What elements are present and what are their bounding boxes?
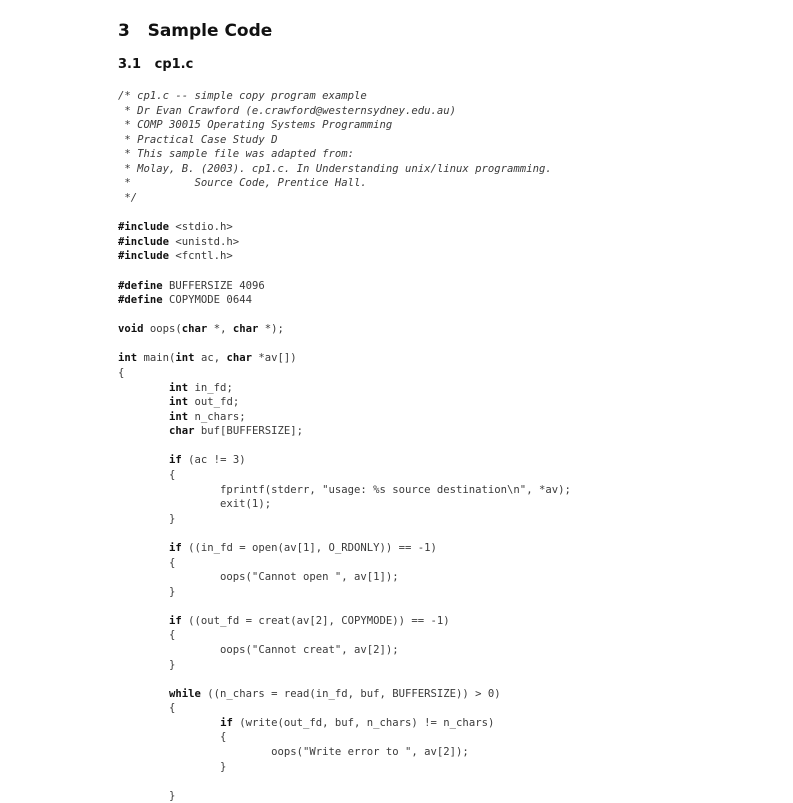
- code-text: <fcntl.h>: [169, 250, 233, 263]
- code-text: exit(1);: [118, 498, 272, 511]
- code-comment: * Molay, B. (2003). cp1.c. In Understanding unix/linux programming.: [118, 162, 552, 175]
- code-line: [118, 279, 571, 294]
- code-line: [118, 410, 571, 425]
- code-text: }: [118, 585, 176, 598]
- code-text: *);: [258, 323, 284, 336]
- code-line: [118, 701, 571, 716]
- code-text: fprintf(stderr, "usage: %s source destination\n", *av);: [118, 483, 571, 496]
- code-text: ((in_fd = open(av[1], O_RDONLY)) == -1): [181, 541, 437, 554]
- code-line: [118, 716, 571, 731]
- code-line: [118, 497, 571, 512]
- code-text: <stdio.h>: [169, 221, 233, 234]
- code-line: [118, 483, 571, 498]
- code-line: [118, 424, 571, 439]
- code-line: [118, 468, 571, 483]
- code-listing: [118, 89, 571, 803]
- code-text: [118, 411, 169, 423]
- code-keyword: int: [118, 352, 138, 365]
- code-text: }: [118, 760, 227, 773]
- code-text: (ac != 3): [181, 454, 246, 467]
- subsection-heading: 3.1 cp1.c: [118, 57, 194, 72]
- code-line: [118, 191, 571, 206]
- code-text: oops("Cannot open ", av[1]);: [118, 571, 399, 584]
- code-comment: * This sample file was adapted from:: [118, 148, 354, 161]
- code-keyword: if: [220, 716, 233, 729]
- code-comment: * Practical Case Study D: [118, 133, 278, 146]
- code-text: {: [118, 702, 176, 715]
- code-text: [118, 454, 169, 466]
- code-text: <unistd.h>: [169, 235, 240, 248]
- code-text: {: [118, 629, 176, 642]
- code-text: buf[BUFFERSIZE];: [194, 425, 303, 438]
- code-text: {: [118, 366, 125, 379]
- code-text: [118, 542, 169, 554]
- code-line: [118, 147, 571, 162]
- code-text: }: [118, 789, 176, 802]
- code-text: main(: [137, 352, 176, 365]
- code-line: [118, 308, 571, 323]
- code-text: oops("Write error to ", av[2]);: [118, 746, 469, 759]
- code-line: [118, 439, 571, 454]
- code-line: [118, 570, 571, 585]
- code-line: [118, 381, 571, 396]
- code-keyword: if: [169, 541, 182, 554]
- code-line: [118, 133, 571, 148]
- code-text: ((n_chars = read(in_fd, buf, BUFFERSIZE)) > 0): [200, 687, 501, 700]
- code-line: [118, 526, 571, 541]
- code-line: [118, 774, 571, 789]
- code-line: [118, 264, 571, 279]
- code-comment: */: [118, 192, 138, 205]
- code-line: [118, 687, 571, 702]
- code-keyword: #include: [118, 235, 170, 248]
- code-line: [118, 118, 571, 133]
- code-line: [118, 730, 571, 745]
- code-text: }: [118, 512, 176, 525]
- code-text: COPYMODE 0644: [162, 294, 252, 307]
- code-text: [118, 396, 169, 408]
- code-line: [118, 628, 571, 643]
- code-keyword: if: [169, 614, 182, 627]
- code-keyword: char: [181, 323, 208, 336]
- code-line: [118, 104, 571, 119]
- code-line: [118, 541, 571, 556]
- code-comment: * Dr Evan Crawford (e.crawford@westernsydney.edu.au): [118, 104, 457, 117]
- code-line: [118, 760, 571, 775]
- code-text: oops("Cannot creat", av[2]);: [118, 643, 399, 656]
- code-keyword: char: [226, 352, 252, 365]
- code-text: oops(: [143, 323, 182, 336]
- code-keyword: #define: [118, 294, 163, 307]
- code-line: [118, 249, 571, 264]
- code-text: n_chars;: [188, 410, 246, 423]
- code-line: [118, 512, 571, 527]
- code-line: [118, 556, 571, 571]
- code-keyword: while: [169, 687, 201, 700]
- code-keyword: int: [169, 410, 189, 423]
- code-line: [118, 614, 571, 629]
- code-text: BUFFERSIZE 4096: [162, 279, 265, 292]
- code-text: {: [118, 731, 227, 744]
- code-line: [118, 585, 571, 600]
- code-keyword: int: [169, 381, 189, 394]
- code-text: (write(out_fd, buf, n_chars) != n_chars): [232, 716, 495, 729]
- code-line: [118, 395, 571, 410]
- code-keyword: int: [169, 396, 189, 409]
- code-text: [118, 382, 169, 394]
- code-line: [118, 672, 571, 687]
- code-text: {: [118, 556, 176, 569]
- code-line: [118, 235, 571, 250]
- code-keyword: #include: [118, 250, 170, 263]
- code-comment: * Source Code, Prentice Hall.: [118, 177, 367, 190]
- code-comment: * COMP 30015 Operating Systems Programming: [118, 119, 393, 132]
- code-text: [118, 688, 169, 700]
- code-text: in_fd;: [188, 381, 233, 394]
- code-line: [118, 366, 571, 381]
- code-line: [118, 220, 571, 235]
- code-text: [118, 615, 169, 627]
- code-text: }: [118, 658, 176, 671]
- code-keyword: int: [175, 352, 195, 365]
- code-keyword: if: [169, 454, 182, 467]
- code-keyword: char: [169, 425, 195, 438]
- code-keyword: #include: [118, 221, 170, 234]
- code-keyword: #define: [118, 279, 163, 292]
- code-text: out_fd;: [188, 396, 240, 409]
- code-line: [118, 176, 571, 191]
- code-line: [118, 89, 571, 104]
- code-line: [118, 206, 571, 221]
- code-text: [118, 717, 220, 729]
- code-line: [118, 658, 571, 673]
- code-line: [118, 293, 571, 308]
- code-keyword: void: [118, 323, 144, 336]
- code-line: [118, 351, 571, 366]
- code-line: [118, 453, 571, 468]
- code-text: [118, 425, 169, 437]
- code-text: ((out_fd = creat(av[2], COPYMODE)) == -1): [181, 614, 450, 627]
- code-line: [118, 322, 571, 337]
- code-text: ac,: [194, 352, 227, 365]
- code-keyword: char: [232, 323, 259, 336]
- code-text: {: [118, 469, 176, 482]
- code-line: [118, 643, 571, 658]
- code-line: [118, 599, 571, 614]
- code-line: [118, 337, 571, 352]
- code-text: *,: [207, 323, 233, 336]
- code-line: [118, 162, 571, 177]
- code-comment: /* cp1.c -- simple copy program example: [118, 90, 367, 102]
- section-heading: 3 Sample Code: [118, 21, 273, 41]
- code-line: [118, 745, 571, 760]
- code-text: *av[]): [251, 352, 297, 365]
